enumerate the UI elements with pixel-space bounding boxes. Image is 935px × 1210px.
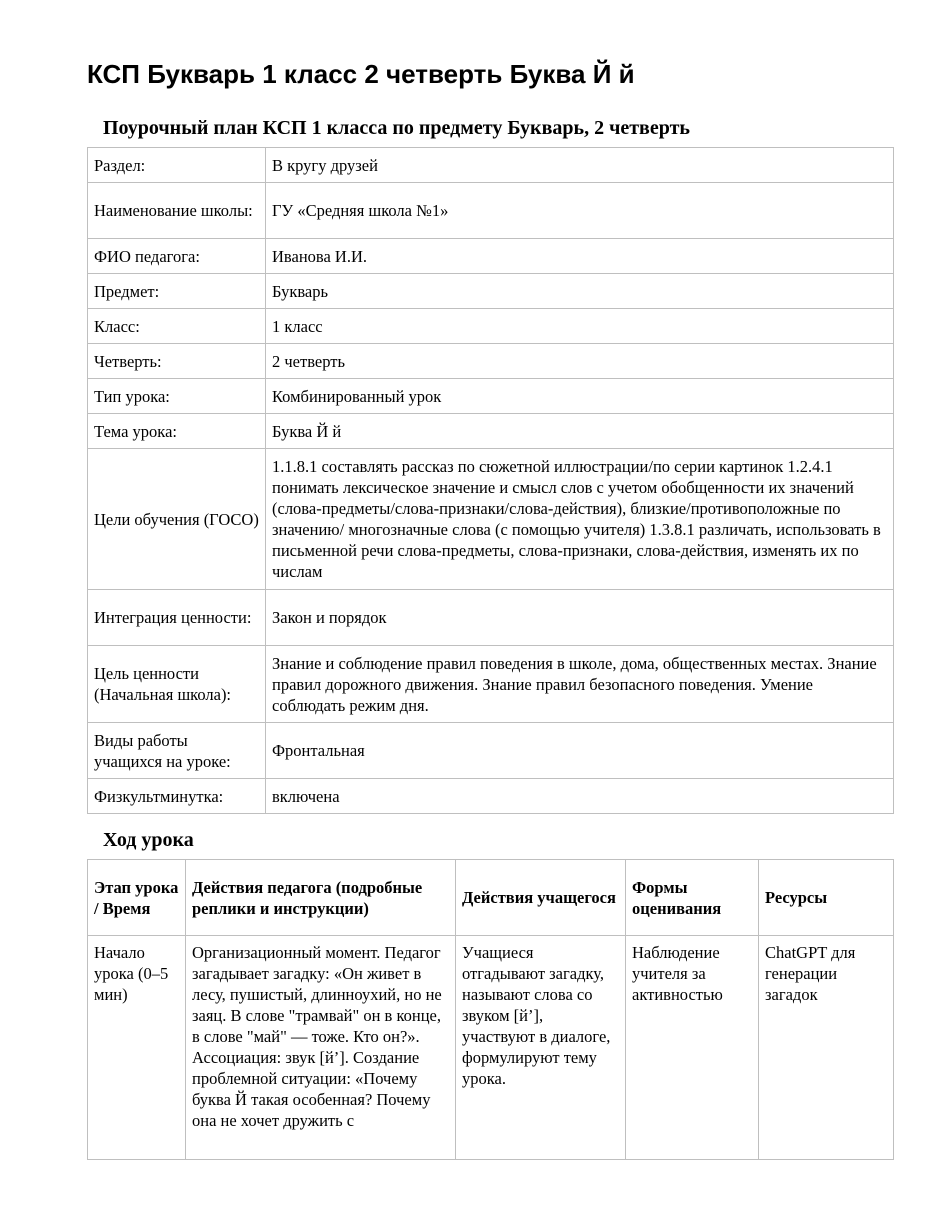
- header-assessment: Формы оценивания: [626, 860, 759, 936]
- cell-student-actions: [456, 936, 626, 1160]
- table-row: [88, 646, 894, 723]
- cell-stage: [88, 936, 186, 1160]
- table-row: [88, 148, 894, 183]
- table-row: [88, 414, 894, 449]
- row-label: ФИО педагога:: [88, 239, 266, 274]
- cell-assessment: [626, 936, 759, 1160]
- row-label: Физкультминутка:: [88, 779, 266, 814]
- row-value: включена: [266, 779, 894, 814]
- row-value: 1 класс: [266, 309, 894, 344]
- lesson-progress-table: [87, 859, 894, 1160]
- table-row: [88, 723, 894, 779]
- row-value: Буква Й й: [266, 414, 894, 449]
- header-resources: Ресурсы: [759, 860, 894, 936]
- row-label: Тип урока:: [88, 379, 266, 414]
- row-label: Тема урока:: [88, 414, 266, 449]
- row-value: Закон и порядок: [266, 590, 894, 646]
- table-row: [88, 779, 894, 814]
- table-row: [88, 309, 894, 344]
- header-student-actions: Действия учащегося: [456, 860, 626, 936]
- header-teacher-actions: Действия педагога (подробные реплики и инструкции): [186, 860, 456, 936]
- cell-resources: [759, 936, 894, 1160]
- plan-section-title: Поурочный план КСП 1 класса по предмету Букварь, 2 четверть: [103, 117, 690, 139]
- table-row: [88, 274, 894, 309]
- lesson-info-table: [87, 147, 894, 814]
- table-row: [88, 239, 894, 274]
- table-row: [88, 590, 894, 646]
- cell-stage-text: Начало урока (0–5 мин): [94, 943, 169, 1004]
- cell-teacher-actions: [186, 936, 456, 1160]
- row-label: Класс:: [88, 309, 266, 344]
- row-label: Интеграция ценности:: [88, 590, 266, 646]
- table-row: [88, 936, 894, 1160]
- row-label: Предмет:: [88, 274, 266, 309]
- row-label: Цель ценности (Начальная школа):: [88, 646, 266, 723]
- row-value: В кругу друзей: [266, 148, 894, 183]
- lesson-progress-title: Ход урока: [103, 829, 194, 851]
- row-label: Цели обучения (ГОСО): [88, 449, 266, 590]
- cell-assessment-text: Наблюдение учителя за активностью: [632, 943, 723, 1004]
- page-title: КСП Букварь 1 класс 2 четверть Буква Й й: [87, 59, 635, 89]
- row-value: 1.1.8.1 составлять рассказ по сюжетной иллюстрации/по серии картинок 1.2.4.1 понимать лексическое значение и смысл слов с учетом обобщенности их значений (слова-предметы/слова-признаки/слова-действия), близкие/противоположные по значению/ многозначные слова (с помощью учителя) 1.3.8.1 различать, использовать в письменной речи слова-предметы, слова-признаки, слова-действия, изменять их по числам: [266, 449, 894, 590]
- table-header-row: [88, 860, 894, 936]
- table-row: [88, 449, 894, 590]
- row-label: Наименование школы:: [88, 183, 266, 239]
- table-row: [88, 344, 894, 379]
- row-value: Иванова И.И.: [266, 239, 894, 274]
- row-value: Фронтальная: [266, 723, 894, 779]
- row-value: Букварь: [266, 274, 894, 309]
- row-value: Комбинированный урок: [266, 379, 894, 414]
- cell-resources-text: ChatGPT для генерации загадок: [765, 943, 856, 1004]
- table-row: [88, 379, 894, 414]
- cell-teacher-text: Организационный момент. Педагог загадывает загадку: «Он живет в лесу, пушистый, длинноухий, но не заяц. В слове "трамвай" он в конце, в слове "май" — тоже. Кто он?». Ассоциация: звук [й’]. Создание проблемной ситуации: «Почему буква Й такая особенная? Почему она не хочет дружить с: [192, 943, 442, 1130]
- header-stage: Этап урока / Время: [88, 860, 186, 936]
- row-value: ГУ «Средняя школа №1»: [266, 183, 894, 239]
- row-value: 2 четверть: [266, 344, 894, 379]
- row-label: Раздел:: [88, 148, 266, 183]
- table-row: [88, 183, 894, 239]
- row-label: Виды работы учащихся на уроке:: [88, 723, 266, 779]
- row-value: Знание и соблюдение правил поведения в школе, дома, общественных местах. Знание правил дорожного движения. Знание правил безопасного поведения. Умение соблюдать режим дня.: [266, 646, 894, 723]
- row-label: Четверть:: [88, 344, 266, 379]
- cell-student-text: Учащиеся отгадывают загадку, называют слова со звуком [й’], участвуют в диалоге, формулируют тему урока.: [462, 943, 611, 1088]
